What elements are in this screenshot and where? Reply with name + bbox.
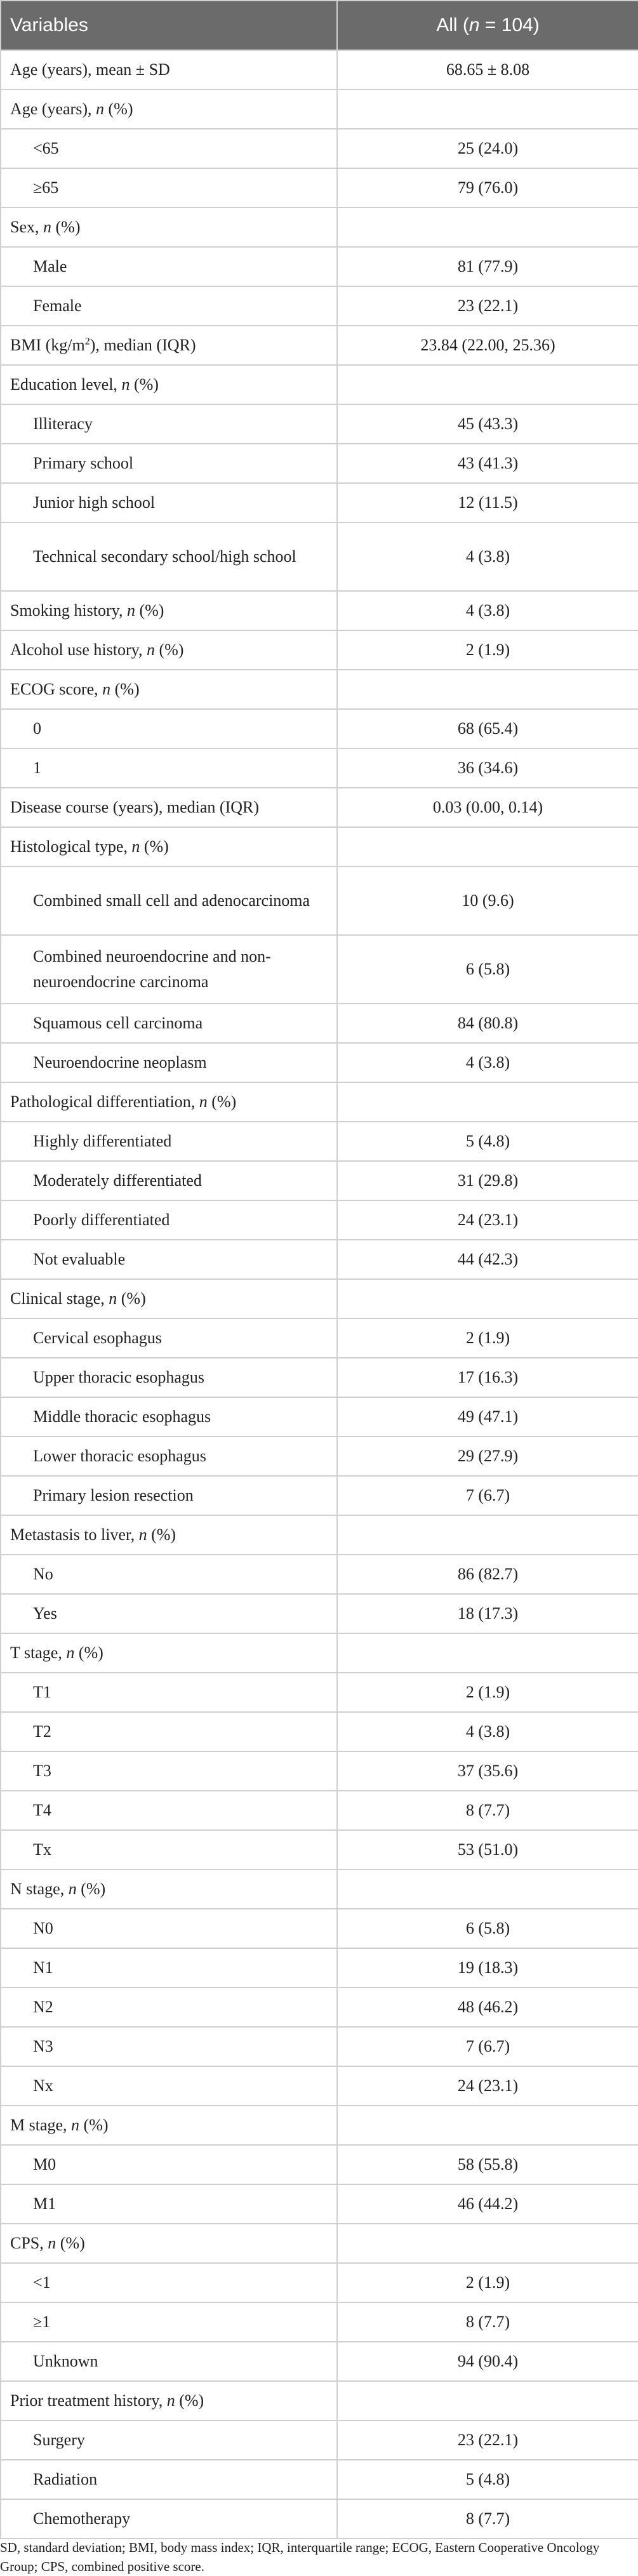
column-header-all bbox=[337, 1, 638, 50]
row-label-text: Combined small cell and adenocarcinoma bbox=[33, 891, 310, 910]
row-value bbox=[337, 827, 638, 866]
table-row-item bbox=[1, 1594, 638, 1633]
row-value: 23 (22.1) bbox=[337, 2420, 638, 2460]
table-row-item bbox=[1, 1004, 638, 1043]
table-row-item bbox=[1, 404, 638, 444]
row-value bbox=[337, 1515, 638, 1555]
row-label bbox=[1, 591, 337, 630]
row-label bbox=[1, 2224, 337, 2263]
row-value: 44 (42.3) bbox=[337, 1240, 638, 1279]
row-label bbox=[1, 326, 337, 365]
table-row-item bbox=[1, 1437, 638, 1476]
row-label-text: Primary lesion resection bbox=[33, 1486, 194, 1504]
table-row-item bbox=[1, 1122, 638, 1161]
table-row-section bbox=[1, 1869, 638, 1909]
row-value: 2 (1.9) bbox=[337, 630, 638, 670]
row-label bbox=[1, 709, 337, 748]
row-value bbox=[337, 670, 638, 709]
row-label bbox=[1, 748, 337, 788]
table-row-item bbox=[1, 748, 638, 788]
row-label-italic: n bbox=[102, 680, 111, 698]
row-label-text: Primary school bbox=[33, 454, 134, 472]
row-label bbox=[1, 129, 337, 168]
row-label-italic: n bbox=[96, 100, 104, 118]
row-value: 5 (4.8) bbox=[337, 1122, 638, 1161]
table-row-item bbox=[1, 444, 638, 483]
table-row-section bbox=[1, 2106, 638, 2145]
row-label-text: M stage, bbox=[10, 2116, 72, 2134]
row-value bbox=[337, 90, 638, 129]
row-label bbox=[1, 1397, 337, 1437]
row-label-text: Nx bbox=[33, 2076, 53, 2095]
row-label-italic: n bbox=[131, 837, 140, 856]
table-row-item bbox=[1, 2145, 638, 2184]
row-value: 49 (47.1) bbox=[337, 1397, 638, 1437]
table-row-item bbox=[1, 2302, 638, 2342]
row-value: 29 (27.9) bbox=[337, 1437, 638, 1476]
table-row-item bbox=[1, 935, 638, 1004]
row-value: 2 (1.9) bbox=[337, 1673, 638, 1712]
row-label bbox=[1, 2263, 337, 2302]
table-row-item bbox=[1, 1909, 638, 1948]
table-row-item bbox=[1, 2066, 638, 2106]
table-row-section bbox=[1, 1082, 638, 1122]
row-label bbox=[1, 1751, 337, 1791]
row-value: 81 (77.9) bbox=[337, 247, 638, 286]
row-value: 10 (9.6) bbox=[337, 866, 638, 935]
row-label-text: Pathological differentiation, bbox=[10, 1092, 199, 1111]
table-row-item bbox=[1, 709, 638, 748]
row-label-text: Squamous cell carcinoma bbox=[33, 1014, 203, 1032]
row-label bbox=[1, 1869, 337, 1909]
row-label-text: BMI (kg/m bbox=[10, 336, 85, 354]
row-label bbox=[1, 483, 337, 522]
table-row-section bbox=[1, 365, 638, 404]
row-label bbox=[1, 1279, 337, 1318]
row-label-suffix: (%) bbox=[147, 1525, 176, 1544]
row-label bbox=[1, 1909, 337, 1948]
row-label-suffix: (%) bbox=[56, 2234, 85, 2252]
row-label-text: N0 bbox=[33, 1919, 53, 1937]
table-row-item bbox=[1, 247, 638, 286]
row-label-text: M1 bbox=[33, 2194, 56, 2213]
row-value: 79 (76.0) bbox=[337, 168, 638, 208]
row-label bbox=[1, 1437, 337, 1476]
row-label-text: Alcohol use history, bbox=[10, 641, 147, 659]
row-value: 4 (3.8) bbox=[337, 522, 638, 591]
table-row-item bbox=[1, 1318, 638, 1358]
row-label-text: <65 bbox=[33, 139, 59, 157]
row-value: 37 (35.6) bbox=[337, 1751, 638, 1791]
row-label-suffix: (%) bbox=[117, 1289, 146, 1308]
row-label bbox=[1, 1515, 337, 1555]
row-label-italic: n bbox=[71, 2116, 80, 2134]
row-label bbox=[1, 1673, 337, 1712]
row-value: 94 (90.4) bbox=[337, 2342, 638, 2381]
row-value: 43 (41.3) bbox=[337, 444, 638, 483]
row-value bbox=[337, 1869, 638, 1909]
row-value bbox=[337, 365, 638, 404]
row-label-text: ≥1 bbox=[33, 2313, 51, 2331]
row-value: 25 (24.0) bbox=[337, 129, 638, 168]
row-label-text: Histological type, bbox=[10, 837, 132, 856]
table-row-section bbox=[1, 1633, 638, 1673]
row-value: 0.03 (0.00, 0.14) bbox=[337, 788, 638, 827]
row-label-italic: n bbox=[48, 2234, 56, 2252]
row-label-italic: n bbox=[126, 601, 135, 620]
table-row-item bbox=[1, 1751, 638, 1791]
row-value: 23.84 (22.00, 25.36) bbox=[337, 326, 638, 365]
row-label bbox=[1, 1318, 337, 1358]
row-label-suffix: (%) bbox=[130, 375, 159, 394]
row-label-text: Disease course (years), median (IQR) bbox=[10, 798, 260, 816]
row-value: 86 (82.7) bbox=[337, 1555, 638, 1594]
row-label-text: 0 bbox=[33, 719, 41, 738]
row-value: 8 (7.7) bbox=[337, 2302, 638, 2342]
row-label-suffix: (%) bbox=[51, 218, 81, 236]
row-label-suffix: (%) bbox=[104, 100, 133, 118]
table-row-item bbox=[1, 2460, 638, 2499]
row-label-italic: n bbox=[66, 1643, 75, 1662]
row-label-text: Junior high school bbox=[33, 493, 156, 512]
row-label bbox=[1, 522, 337, 591]
row-label-text: Age (years), mean ± SD bbox=[10, 60, 170, 79]
row-label bbox=[1, 1240, 337, 1279]
row-value: 19 (18.3) bbox=[337, 1948, 638, 1988]
row-label bbox=[1, 208, 337, 247]
row-label-superscript: 2 bbox=[84, 336, 90, 347]
row-label bbox=[1, 2499, 337, 2539]
row-label bbox=[1, 1791, 337, 1830]
row-label bbox=[1, 90, 337, 129]
row-value: 4 (3.8) bbox=[337, 1712, 638, 1751]
row-value: 68 (65.4) bbox=[337, 709, 638, 748]
row-label bbox=[1, 1633, 337, 1673]
row-label-suffix: (%) bbox=[207, 1092, 237, 1111]
table-row-item bbox=[1, 866, 638, 935]
row-label-suffix: ), median (IQR) bbox=[90, 336, 196, 354]
row-label-text: T3 bbox=[33, 1762, 51, 1780]
row-label bbox=[1, 365, 337, 404]
row-label bbox=[1, 168, 337, 208]
table-row-item bbox=[1, 1988, 638, 2027]
table-row-item bbox=[1, 2263, 638, 2302]
row-label bbox=[1, 286, 337, 326]
table-row-section bbox=[1, 1279, 638, 1318]
row-value: 68.65 ± 8.08 bbox=[337, 50, 638, 90]
row-value: 53 (51.0) bbox=[337, 1830, 638, 1869]
row-label bbox=[1, 1476, 337, 1515]
row-label bbox=[1, 2302, 337, 2342]
row-label bbox=[1, 1988, 337, 2027]
table-row-section bbox=[1, 90, 638, 129]
row-value: 4 (3.8) bbox=[337, 1043, 638, 1082]
row-label bbox=[1, 2184, 337, 2224]
row-label bbox=[1, 2145, 337, 2184]
table-row-item bbox=[1, 483, 638, 522]
row-value: 24 (23.1) bbox=[337, 1200, 638, 1240]
row-value: 18 (17.3) bbox=[337, 1594, 638, 1633]
row-label-text: Technical secondary school/high school bbox=[33, 547, 296, 566]
row-label-text: Poorly differentiated bbox=[33, 1211, 170, 1229]
row-label-text: Lower thoracic esophagus bbox=[33, 1447, 206, 1465]
row-label-text: ECOG score, bbox=[10, 680, 103, 698]
row-value bbox=[337, 208, 638, 247]
row-label-text: Illiteracy bbox=[33, 415, 93, 433]
table-row-item bbox=[1, 2027, 638, 2066]
row-label-text: Not evaluable bbox=[33, 1250, 126, 1268]
row-label-text: T stage, bbox=[10, 1643, 67, 1662]
row-value: 45 (43.3) bbox=[337, 404, 638, 444]
table-row-section bbox=[1, 208, 638, 247]
row-label bbox=[1, 1004, 337, 1043]
row-label bbox=[1, 2420, 337, 2460]
table-row-section bbox=[1, 50, 638, 90]
row-label-text: T2 bbox=[33, 1722, 51, 1741]
column-header-all-suffix: = 104) bbox=[479, 15, 540, 36]
row-label-text: Yes bbox=[33, 1604, 57, 1623]
row-label-italic: n bbox=[121, 375, 130, 394]
row-label bbox=[1, 1082, 337, 1122]
table-row-section bbox=[1, 2381, 638, 2420]
row-value: 8 (7.7) bbox=[337, 1791, 638, 1830]
row-label bbox=[1, 2381, 337, 2420]
row-label bbox=[1, 2066, 337, 2106]
table-row-item bbox=[1, 1673, 638, 1712]
row-label-text: T1 bbox=[33, 1683, 51, 1701]
table-row-item bbox=[1, 1791, 638, 1830]
column-header-variables: Variables bbox=[1, 1, 337, 50]
row-label bbox=[1, 1122, 337, 1161]
row-label-text: Neuroendocrine neoplasm bbox=[33, 1053, 207, 1072]
row-label-italic: n bbox=[138, 1525, 147, 1544]
row-label-italic: n bbox=[68, 1880, 77, 1898]
table-row-section bbox=[1, 1515, 638, 1555]
row-label-text: Age (years), bbox=[10, 100, 96, 118]
table-row-item bbox=[1, 1200, 638, 1240]
row-label bbox=[1, 935, 337, 1004]
table-row-item bbox=[1, 1712, 638, 1751]
row-label-suffix: (%) bbox=[140, 837, 169, 856]
table-row-item bbox=[1, 1948, 638, 1988]
row-label bbox=[1, 2342, 337, 2381]
row-label-text: N2 bbox=[33, 1998, 53, 2016]
row-label-text: N1 bbox=[33, 1958, 53, 1977]
row-label-text: T4 bbox=[33, 1801, 51, 1819]
table-row-item bbox=[1, 1161, 638, 1200]
table-row-item bbox=[1, 1830, 638, 1869]
table-body bbox=[1, 50, 638, 2539]
row-label bbox=[1, 1043, 337, 1082]
row-label-text: Clinical stage, bbox=[10, 1289, 109, 1308]
row-value: 46 (44.2) bbox=[337, 2184, 638, 2224]
row-label bbox=[1, 1200, 337, 1240]
table-row-item bbox=[1, 1476, 638, 1515]
row-label bbox=[1, 630, 337, 670]
row-label-text: <1 bbox=[33, 2273, 51, 2292]
row-label-text: Highly differentiated bbox=[33, 1132, 172, 1150]
row-label bbox=[1, 2460, 337, 2499]
table-row-section bbox=[1, 670, 638, 709]
row-value: 2 (1.9) bbox=[337, 1318, 638, 1358]
row-label-text: N3 bbox=[33, 2037, 53, 2055]
table-row-item bbox=[1, 2342, 638, 2381]
row-label bbox=[1, 788, 337, 827]
table-row-section bbox=[1, 2224, 638, 2263]
table-row-item bbox=[1, 1043, 638, 1082]
row-label-text: CPS, bbox=[10, 2234, 48, 2252]
table-row-item bbox=[1, 286, 638, 326]
row-label-italic: n bbox=[43, 218, 51, 236]
row-label-suffix: (%) bbox=[74, 1643, 103, 1662]
row-label bbox=[1, 247, 337, 286]
row-label-suffix: (%) bbox=[76, 1880, 106, 1898]
row-value: 4 (3.8) bbox=[337, 591, 638, 630]
row-value bbox=[337, 2224, 638, 2263]
row-label bbox=[1, 866, 337, 935]
row-label-text: Upper thoracic esophagus bbox=[33, 1368, 205, 1386]
row-label-text: No bbox=[33, 1565, 53, 1583]
row-value: 23 (22.1) bbox=[337, 286, 638, 326]
row-label-text: Tx bbox=[33, 1840, 51, 1859]
table-row-item bbox=[1, 168, 638, 208]
table-row-section bbox=[1, 788, 638, 827]
row-label-text: ≥65 bbox=[33, 178, 59, 197]
row-value: 8 (7.7) bbox=[337, 2499, 638, 2539]
row-label-suffix: (%) bbox=[79, 2116, 109, 2134]
row-label bbox=[1, 1161, 337, 1200]
row-label bbox=[1, 1712, 337, 1751]
row-label bbox=[1, 1594, 337, 1633]
row-label-text: Education level, bbox=[10, 375, 122, 394]
row-label bbox=[1, 1830, 337, 1869]
row-value: 6 (5.8) bbox=[337, 935, 638, 1004]
row-label-text: Sex, bbox=[10, 218, 43, 236]
row-label-text: Combined neuroendocrine and non-neuroendocrine carcinoma bbox=[33, 947, 271, 991]
row-value: 12 (11.5) bbox=[337, 483, 638, 522]
row-value: 5 (4.8) bbox=[337, 2460, 638, 2499]
row-label bbox=[1, 444, 337, 483]
row-value: 17 (16.3) bbox=[337, 1358, 638, 1397]
row-label-text: Cervical esophagus bbox=[33, 1329, 162, 1347]
row-value bbox=[337, 2106, 638, 2145]
column-header-all-n: n bbox=[469, 15, 480, 36]
column-header-all-prefix: All ( bbox=[436, 15, 469, 36]
row-value: 36 (34.6) bbox=[337, 748, 638, 788]
table-row-item bbox=[1, 2420, 638, 2460]
row-label bbox=[1, 2027, 337, 2066]
header-row bbox=[1, 1, 638, 50]
row-label-suffix: (%) bbox=[135, 601, 164, 620]
row-value: 84 (80.8) bbox=[337, 1004, 638, 1043]
table-row-item bbox=[1, 1397, 638, 1437]
table-row-item bbox=[1, 1358, 638, 1397]
table-row-item bbox=[1, 129, 638, 168]
row-label-text: Chemotherapy bbox=[33, 2509, 131, 2528]
row-label-text: Male bbox=[33, 257, 67, 276]
row-label-text: 1 bbox=[33, 759, 41, 777]
row-value bbox=[337, 1082, 638, 1122]
table-row-item bbox=[1, 2184, 638, 2224]
table-row-item bbox=[1, 522, 638, 591]
row-label-suffix: (%) bbox=[110, 680, 140, 698]
row-value: 48 (46.2) bbox=[337, 1988, 638, 2027]
row-label bbox=[1, 670, 337, 709]
row-label-text: M0 bbox=[33, 2155, 56, 2174]
row-label bbox=[1, 404, 337, 444]
row-value bbox=[337, 1279, 638, 1318]
row-label-italic: n bbox=[199, 1092, 208, 1111]
row-value: 2 (1.9) bbox=[337, 2263, 638, 2302]
table-row-item bbox=[1, 1555, 638, 1594]
row-label bbox=[1, 50, 337, 90]
row-label-text: Moderately differentiated bbox=[33, 1171, 202, 1190]
row-label-text: N stage, bbox=[10, 1880, 69, 1898]
row-label-suffix: (%) bbox=[154, 641, 184, 659]
table-row-section bbox=[1, 827, 638, 866]
table-row-section bbox=[1, 326, 638, 365]
table-row-section bbox=[1, 630, 638, 670]
row-value: 7 (6.7) bbox=[337, 1476, 638, 1515]
row-label bbox=[1, 1948, 337, 1988]
table-header bbox=[1, 1, 638, 50]
row-label-text: Radiation bbox=[33, 2470, 98, 2488]
row-label-text: Prior treatment history, bbox=[10, 2391, 167, 2410]
row-value bbox=[337, 2381, 638, 2420]
row-value: 7 (6.7) bbox=[337, 2027, 638, 2066]
table-row-section bbox=[1, 591, 638, 630]
row-value: 24 (23.1) bbox=[337, 2066, 638, 2106]
row-label bbox=[1, 827, 337, 866]
row-value: 31 (29.8) bbox=[337, 1161, 638, 1200]
row-label-text: Female bbox=[33, 296, 82, 315]
row-label bbox=[1, 1358, 337, 1397]
row-label-text: Unknown bbox=[33, 2352, 98, 2370]
row-label-text: Middle thoracic esophagus bbox=[33, 1407, 211, 1426]
table-row-item bbox=[1, 1240, 638, 1279]
row-label-italic: n bbox=[109, 1289, 117, 1308]
row-value: 58 (55.8) bbox=[337, 2145, 638, 2184]
row-label-suffix: (%) bbox=[175, 2391, 204, 2410]
table-footnote: SD, standard deviation; BMI, body mass index; IQR, interquartile range; ECOG, Eastern Cooperative Oncology Group; CPS, combined positive score. bbox=[0, 2540, 600, 2574]
row-value: 6 (5.8) bbox=[337, 1909, 638, 1948]
row-label-text: Smoking history, bbox=[10, 601, 127, 620]
row-label-text: Metastasis to liver, bbox=[10, 1525, 139, 1544]
row-label-italic: n bbox=[166, 2391, 175, 2410]
row-label-text: Surgery bbox=[33, 2431, 85, 2449]
row-label bbox=[1, 1555, 337, 1594]
row-label-italic: n bbox=[146, 641, 155, 659]
table-row-item bbox=[1, 2499, 638, 2539]
row-label bbox=[1, 2106, 337, 2145]
row-value bbox=[337, 1633, 638, 1673]
